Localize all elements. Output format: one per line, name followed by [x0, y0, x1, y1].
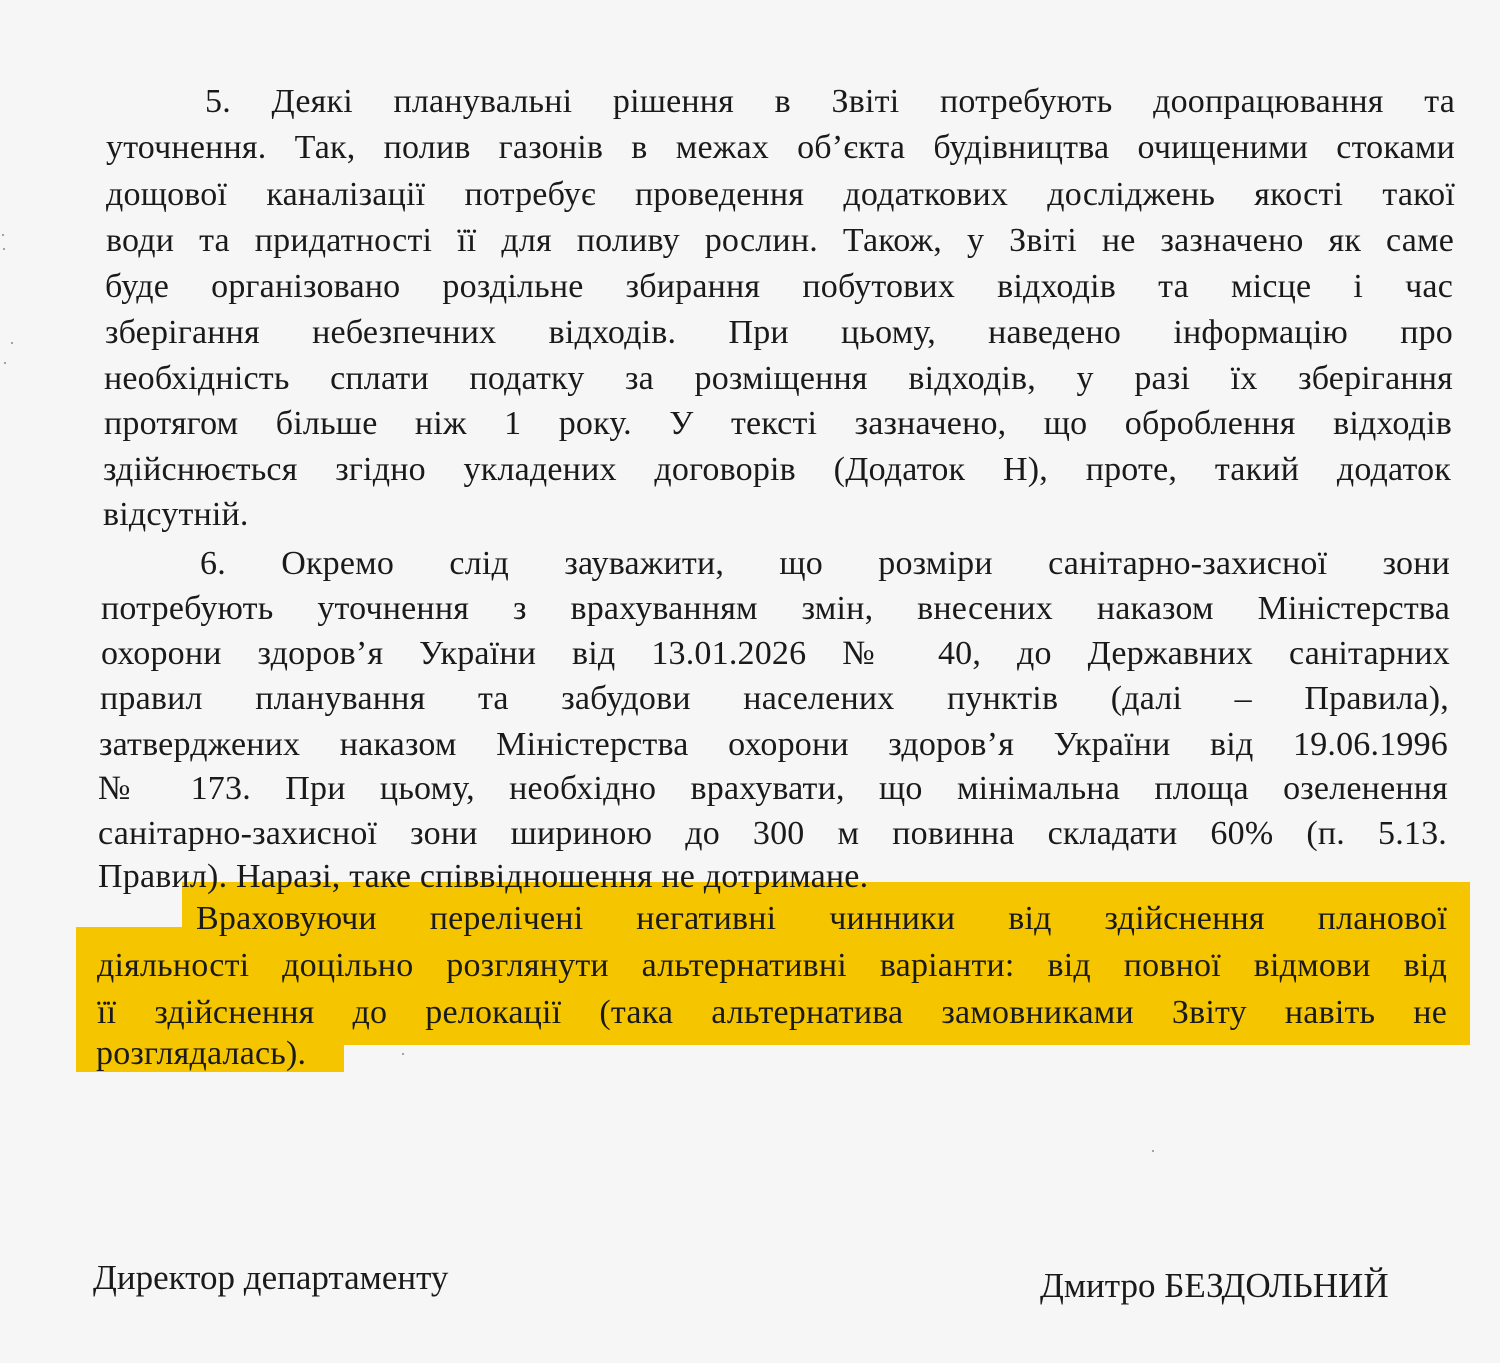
- paragraph-line: відсутній.: [103, 496, 249, 533]
- signature-name: Дмитро БЕЗДОЛЬНИЙ: [1040, 1266, 1389, 1305]
- paragraph-line: уточнення. Так, полив газонів в межах об’єкта будівництва очищеними стоками: [106, 129, 1455, 166]
- paragraph-line: необхідність сплати податку за розміщення відходів, у разі їх зберігання: [104, 360, 1453, 397]
- paragraph-line: потребують уточнення з врахуванням змін, внесених наказом Міністерства: [101, 590, 1450, 627]
- scan-speck: [1152, 1150, 1154, 1152]
- paragraph-line: Враховуючи перелічені негативні чинники від здійснення планової: [196, 900, 1447, 937]
- scan-speck: [2, 234, 4, 236]
- signature-position: Директор департаменту: [93, 1258, 449, 1297]
- scan-speck: [11, 342, 13, 344]
- paragraph-line: № 173. При цьому, необхідно врахувати, що мінімальна площа озеленення: [98, 770, 1448, 807]
- scan-speck: [3, 248, 5, 250]
- paragraph-line: її здійснення до релокації (така альтернатива замовниками Звіту навіть не: [97, 994, 1447, 1031]
- paragraph-line: Правил). Наразі, таке співвідношення не дотримане.: [98, 858, 869, 895]
- paragraph-line: буде організовано роздільне збирання побутових відходів та місце і час: [105, 268, 1453, 305]
- paragraph-line: правил планування та забудови населених пунктів (далі – Правила),: [100, 680, 1449, 717]
- paragraph-line: санітарно-захисної зони шириною до 300 м повинна складати 60% (п. 5.13.: [98, 815, 1447, 852]
- paragraph-line: зберігання небезпечних відходів. При цьому, наведено інформацію про: [105, 314, 1453, 351]
- paragraph-line: дощової каналізації потребує проведення додаткових досліджень якості такої: [106, 176, 1455, 213]
- paragraph-line: води та придатності її для поливу рослин. Також, у Звіті не зазначено як саме: [106, 222, 1454, 259]
- paragraph-line: 5. Деякі планувальні рішення в Звіті потребують доопрацювання та: [205, 83, 1455, 120]
- scan-speck: [4, 362, 6, 364]
- paragraph-line: охорони здоров’я України від 13.01.2026 № 40, до Державних санітарних: [101, 635, 1450, 672]
- paragraph-line: протягом більше ніж 1 року. У тексті зазначено, що оброблення відходів: [104, 405, 1452, 442]
- paragraph-line: розглядалась).: [96, 1035, 307, 1072]
- scan-speck: [402, 1053, 404, 1055]
- paragraph-line: здійснюється згідно укладених договорів (Додаток Н), проте, такий додаток: [103, 451, 1451, 488]
- paragraph-line: діяльності доцільно розглянути альтернативні варіанти: від повної відмови від: [97, 947, 1447, 984]
- paragraph-line: 6. Окремо слід зауважити, що розміри санітарно-захисної зони: [200, 545, 1450, 582]
- paragraph-line: затверджених наказом Міністерства охорони здоров’я України від 19.06.1996: [99, 726, 1448, 763]
